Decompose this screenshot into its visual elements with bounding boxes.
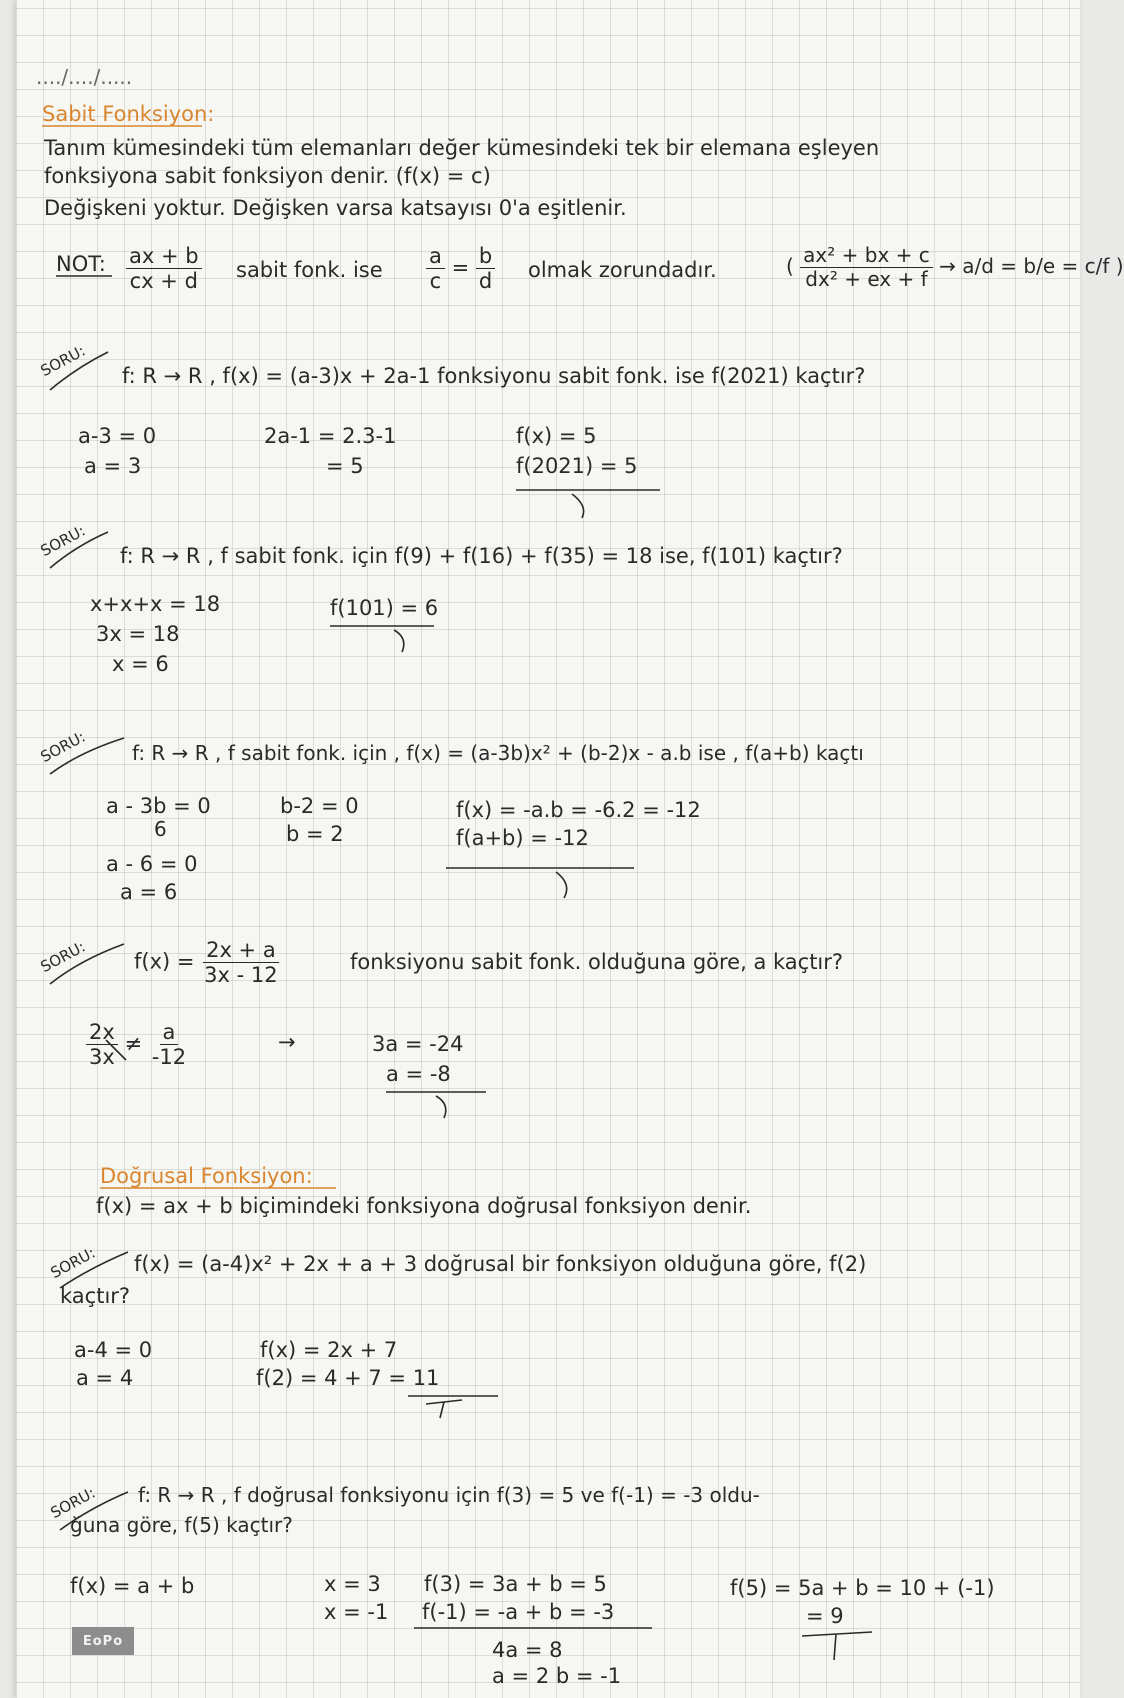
q4-arrow: →	[278, 1030, 296, 1054]
q5-answer: f(2) = 4 + 7 = 11	[256, 1366, 440, 1390]
q6-step: a = 2 b = -1	[492, 1664, 622, 1688]
watermark-logo: EoPo	[72, 1627, 134, 1655]
q5-question-line-1: f(x) = (a-4)x² + 2x + a + 3 doğrusal bir fonksiyon olduğuna göre, f(2)	[134, 1252, 867, 1276]
note-ratio-d: d	[478, 269, 493, 294]
q1-slash	[50, 352, 108, 390]
q4-work-num2: a	[160, 1020, 179, 1045]
q4-answer: a = -8	[386, 1062, 451, 1086]
q6-step: x = 3	[324, 1572, 381, 1596]
q6-step: f(5) = 5a + b = 10 + (-1)	[730, 1576, 995, 1600]
q1-step: a-3 = 0	[78, 424, 157, 448]
q4-cross-out	[106, 1040, 126, 1060]
q1-step: = 5	[326, 454, 364, 478]
q2-answer-tick	[394, 630, 404, 652]
note-quadratic-fraction: ( $\frac{\text{ax² + bx + c}}{\text{dx² + ex + f}}$ → a/d = b/e = c/f )	[786, 243, 1124, 291]
q2-step: x = 6	[112, 652, 169, 676]
q3-question: f: R → R , f sabit fonk. için , f(x) = (a-3b)x² + (b-2)x - a.b ise , f(a+b) kaçtı	[132, 741, 864, 765]
q1-step: f(x) = 5	[516, 424, 597, 448]
q2-slash	[50, 532, 108, 568]
q3-answer-tick	[556, 872, 567, 898]
q4-work-num1: 2x	[86, 1020, 118, 1045]
sabit-definition-line-2: fonksiyona sabit fonksiyon denir. (f(x) = c)	[44, 164, 491, 188]
q3-slash	[50, 738, 124, 774]
q3-step: a = 6	[120, 880, 178, 904]
q6-answer-tick	[802, 1632, 872, 1660]
q6-step: 4a = 8	[492, 1638, 563, 1662]
q4-step: 3a = -24	[372, 1032, 464, 1056]
q2-step: x+x+x = 18	[90, 592, 221, 616]
note-ratio-c: c	[429, 269, 442, 294]
q2-question: f: R → R , f sabit fonk. için f(9) + f(16) + f(35) = 18 ise, f(101) kaçtır?	[120, 544, 843, 568]
sabit-definition-line-3: Değişkeni yoktur. Değişken varsa katsayısı 0'a eşitlenir.	[44, 196, 627, 220]
q2-label: SORU:	[37, 521, 89, 560]
note-mid-text: sabit fonk. ise	[236, 258, 383, 282]
q5-slash	[60, 1252, 128, 1288]
note-frac-den: cx + d	[129, 269, 198, 294]
note-quad-num: ax² + bx + c	[800, 244, 933, 268]
q1-step: a = 3	[84, 454, 142, 478]
note-frac-num: ax + b	[126, 244, 202, 269]
q1-answer-tick	[572, 494, 584, 518]
ink-marks	[16, 0, 1080, 1698]
q5-question-line-2: kaçtır?	[60, 1284, 131, 1308]
q6-answer: = 9	[806, 1604, 844, 1628]
q4-f-prefix: f(x) =	[134, 949, 195, 974]
q4-work-neq: ≠	[124, 1031, 143, 1056]
q3-step: a - 3b = 0	[106, 794, 211, 818]
note-quad-den: dx² + ex + f	[805, 267, 928, 291]
q4-answer-tick	[436, 1096, 446, 1118]
q1-question: f: R → R , f(x) = (a-3)x + 2a-1 fonksiyonu sabit fonk. ise f(2021) kaçtır?	[122, 364, 866, 388]
sabit-definition-line-1: Tanım kümesindeki tüm elemanları değer kümesindeki tek bir elemana eşleyen	[44, 136, 880, 160]
q4-question: fonksiyonu sabit fonk. olduğuna göre, a kaçtır?	[350, 950, 844, 974]
q6-step: f(-1) = -a + b = -3	[422, 1600, 615, 1624]
q6-label: SORU:	[47, 1483, 99, 1522]
q5-step: a-4 = 0	[74, 1338, 153, 1362]
q1-label: SORU:	[37, 341, 89, 380]
q3-step: 6	[154, 817, 167, 841]
q5-label: SORU:	[47, 1243, 99, 1282]
q4-slash	[50, 944, 124, 984]
q6-question-line-1: f: R → R , f doğrusal fonksiyonu için f(3) = 5 ve f(-1) = -3 oldu-	[138, 1483, 760, 1507]
q4-f-den: 3x - 12	[204, 963, 278, 988]
q3-answer: f(a+b) = -12	[456, 826, 589, 850]
notebook-page	[16, 0, 1124, 1698]
q4-f-num: 2x + a	[203, 938, 279, 963]
note-ratio-equals: =	[451, 255, 470, 280]
note-ratio-a: a	[426, 244, 445, 269]
q3-step: f(x) = -a.b = -6.2 = -12	[456, 798, 701, 822]
q1-answer: f(2021) = 5	[516, 454, 638, 478]
q4-label: SORU:	[37, 937, 89, 976]
q2-step: 3x = 18	[96, 622, 180, 646]
q3-step: b-2 = 0	[280, 794, 359, 818]
q5-answer-tick	[426, 1400, 462, 1418]
q5-step: a = 4	[76, 1366, 134, 1390]
q2-answer: f(101) = 6	[330, 596, 439, 620]
note-ratio-b: b	[476, 244, 495, 269]
q4-work-den2: -12	[151, 1045, 187, 1070]
note-tail-text: olmak zorundadır.	[528, 258, 717, 282]
dogrusal-definition: f(x) = ax + b biçimindeki fonksiyona doğrusal fonksiyon denir.	[96, 1194, 752, 1218]
q6-question-line-2: ğuna göre, f(5) kaçtır?	[70, 1513, 293, 1537]
q3-step: a - 6 = 0	[106, 852, 198, 876]
dogrusal-title: Doğrusal Fonksiyon:	[100, 1164, 313, 1188]
q3-step: b = 2	[286, 822, 344, 846]
q6-slash	[60, 1492, 128, 1530]
note-quad-ratio: → a/d = b/e = c/f	[939, 254, 1110, 278]
note-label: NOT:	[56, 252, 106, 276]
q6-step: f(x) = a + b	[70, 1574, 195, 1598]
sabit-title: Sabit Fonksiyon:	[42, 102, 215, 126]
q6-step: f(3) = 3a + b = 5	[424, 1572, 607, 1596]
q5-step: f(x) = 2x + 7	[260, 1338, 398, 1362]
q1-step: 2a-1 = 2.3-1	[264, 424, 397, 448]
q4-work-den1: 3x	[89, 1045, 115, 1070]
q6-step: x = -1	[324, 1600, 389, 1624]
date-line: ..../..../.....	[36, 65, 133, 89]
q3-label: SORU:	[37, 727, 89, 766]
